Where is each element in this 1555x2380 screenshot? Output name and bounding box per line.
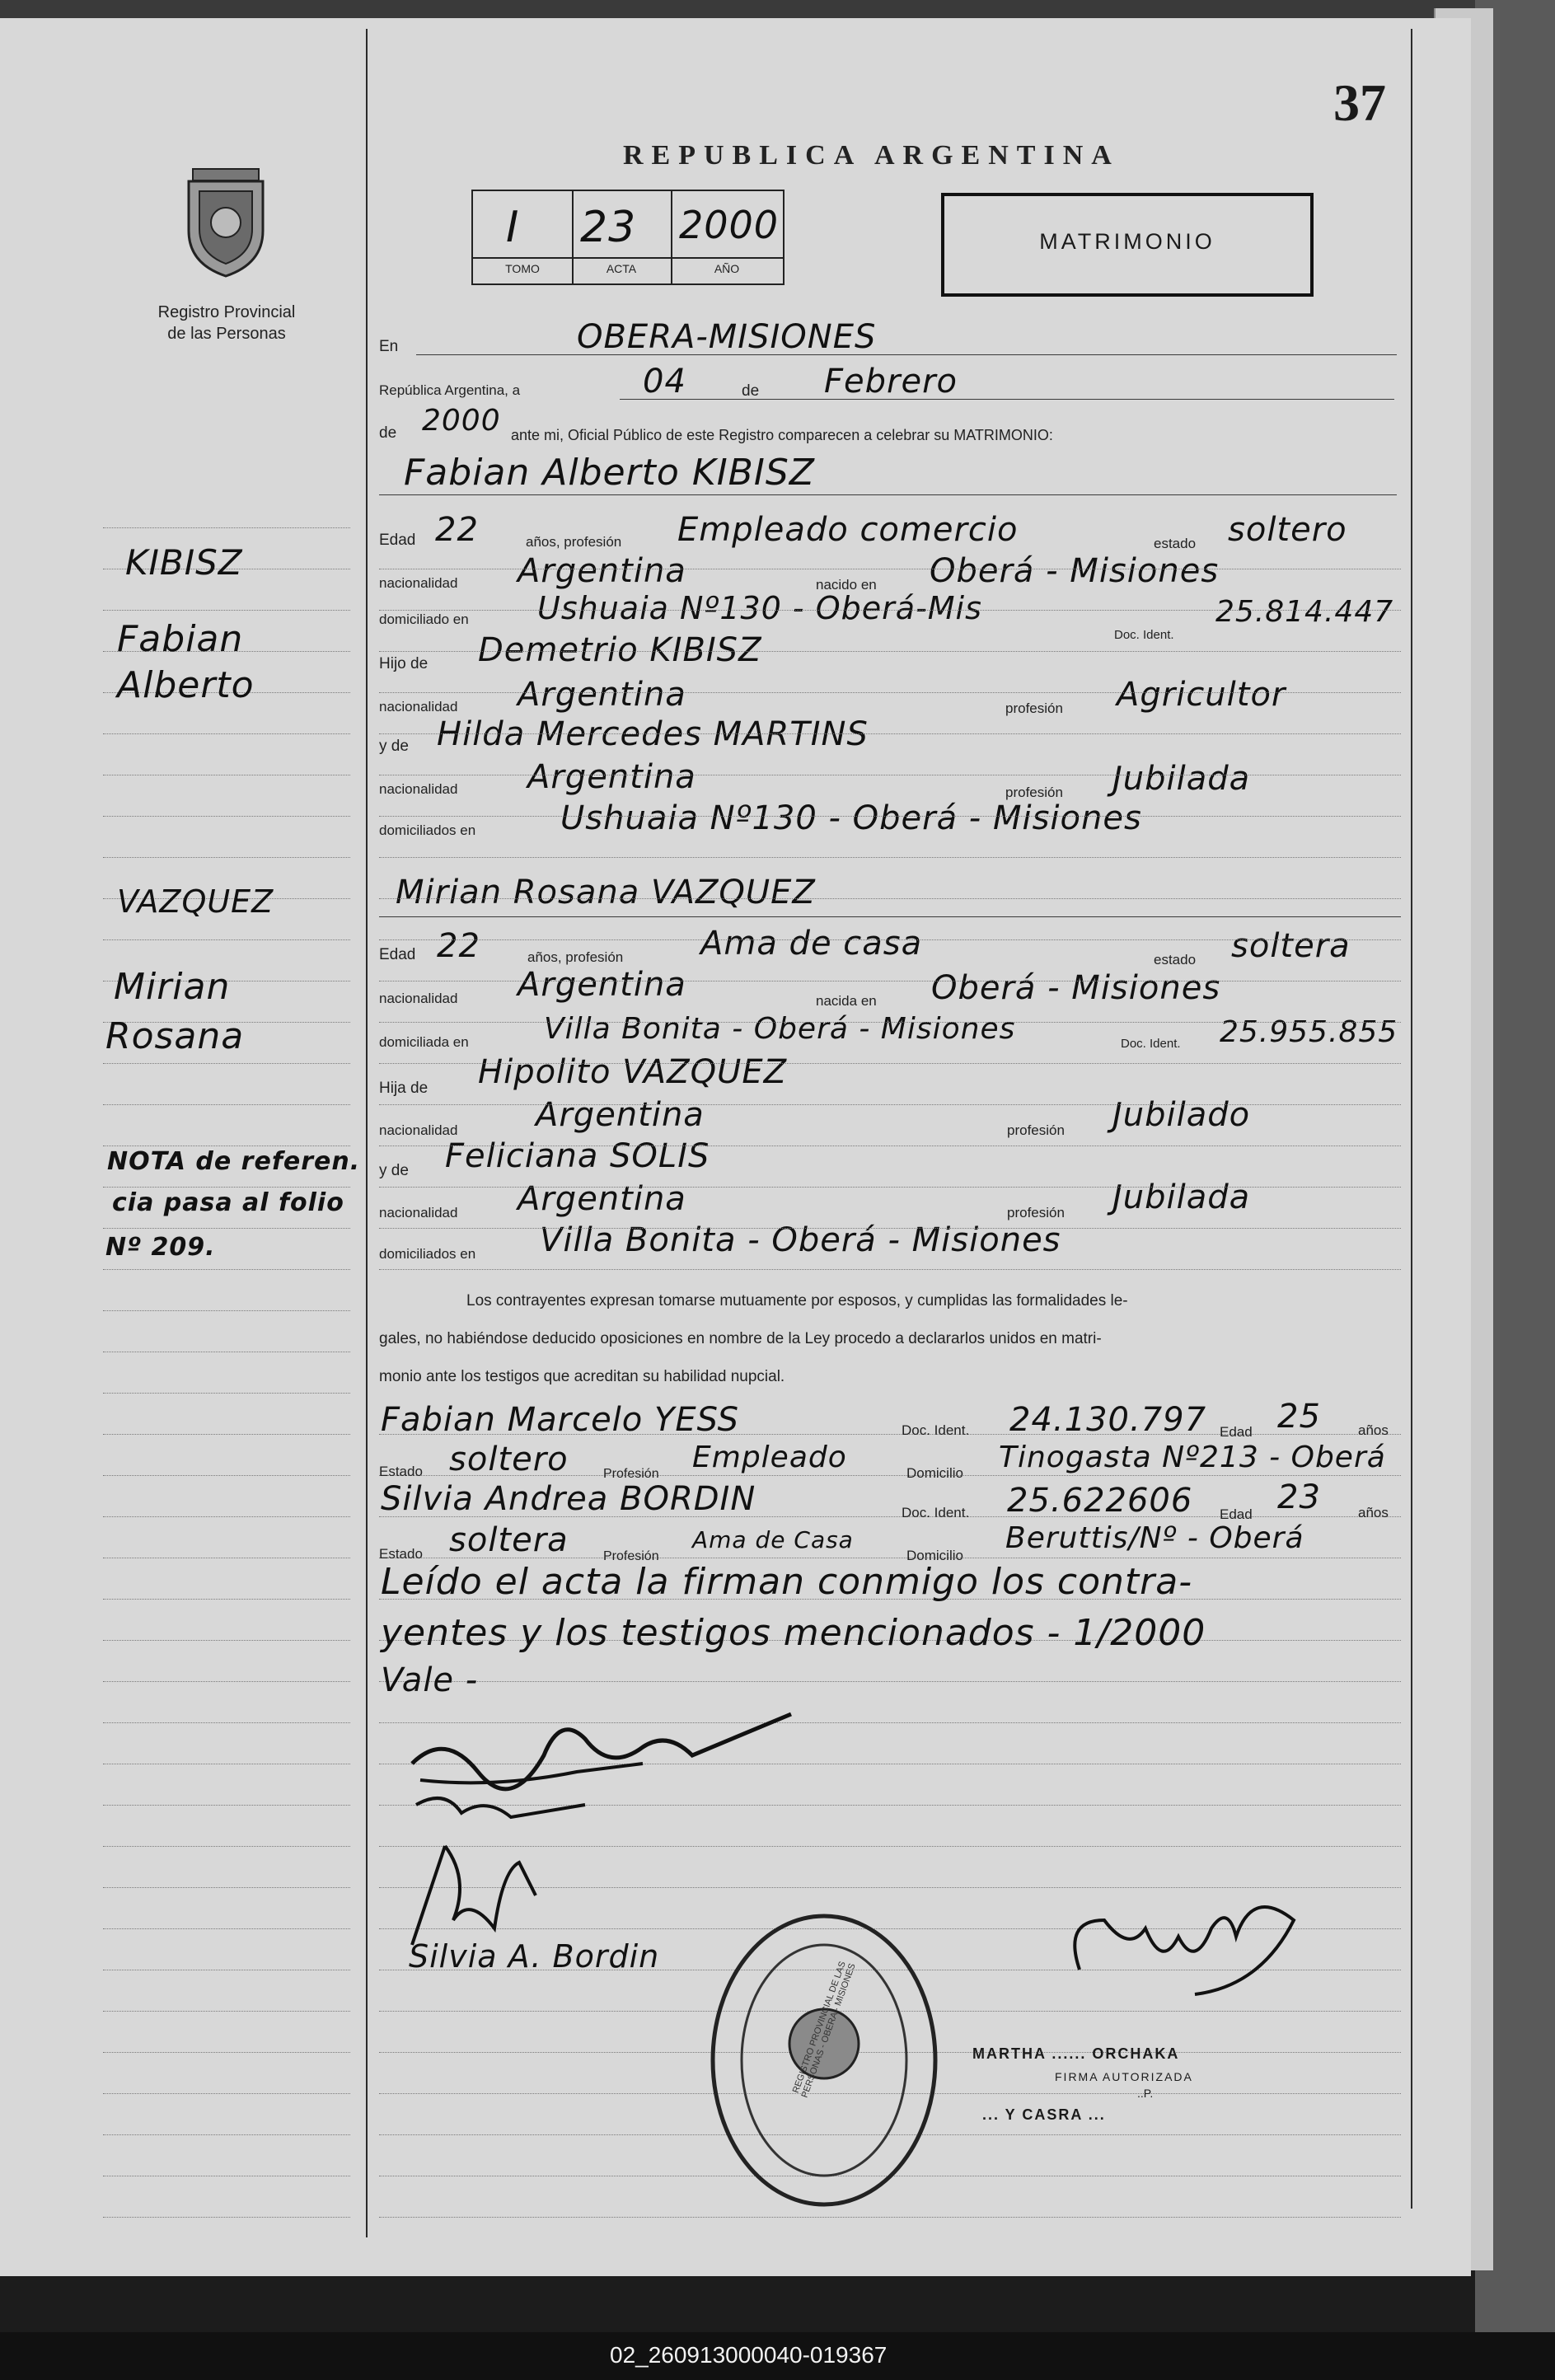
bride-mother: Feliciana SOLIS [445,1137,710,1175]
bride-father-nationality: Argentina [536,1096,705,1134]
place-value: OBERA-MISIONES [577,318,877,356]
form-dotted-line [379,651,1401,652]
groom-name-line [379,494,1397,495]
form-dotted-line [379,1269,1401,1270]
groom-domicilio-label: domiciliado en [379,611,469,627]
country-title: REPUBLICA ARGENTINA [623,140,1120,171]
margin-dotted-line [103,816,350,817]
margin-dotted-line [103,1681,350,1682]
official-signature [1047,1871,1310,2036]
declaration-line-3: monio ante los testigos que acreditan su habilidad nupcial. [379,1368,785,1385]
margin-dotted-line [103,610,350,611]
witness2-estado: soltera [449,1521,569,1559]
witness2-name: Silvia Andrea BORDIN [381,1480,756,1518]
form-dotted-line [379,1063,1401,1064]
witness2-doc: 25.622606 [1007,1482,1193,1520]
form-dotted-line [379,610,1401,611]
date-month: Febrero [824,363,958,401]
margin-note-line-2: cia pasa al folio [112,1188,344,1217]
declaration-line-2: gales, no habiéndose deducido oposiciones en nombre de la Ley procedo a declararlos unidos en matri- [379,1330,1102,1347]
bride-father-label: Hija de [379,1080,429,1097]
groom-profession: Empleado comercio [677,511,1019,549]
witness2-age: 23 [1277,1478,1321,1516]
bride-age: 22 [437,927,480,965]
margin-dotted-line [103,1063,350,1064]
witness2-anios-label: años [1358,1505,1389,1520]
bride-mother-nationality: Argentina [518,1180,686,1218]
margin-dotted-line [103,2134,350,2135]
form-dotted-line [379,1104,1401,1105]
left-margin-rule [366,29,368,2237]
margin-dotted-line [103,527,350,528]
groom-nacionalidad-label: nacionalidad [379,575,458,591]
groom-full-name: Fabian Alberto KIBISZ [404,452,815,494]
margin-bride-surname: VAZQUEZ [117,883,274,920]
witness2-edad-label: Edad [1220,1506,1253,1522]
official-line-4: ... Y CASRA ... [982,2106,1106,2123]
margin-dotted-line [103,1228,350,1229]
witness1-profession: Empleado [692,1441,847,1474]
margin-dotted-line [103,1805,350,1806]
bride-father-prof-label: profesión [1007,1122,1065,1138]
intro-text: ante mi, Oficial Público de este Registro comparecen a celebrar su MATRIMONIO: [511,427,1053,443]
margin-dotted-line [103,857,350,858]
bride-father: Hipolito VAZQUEZ [478,1053,788,1091]
groom-nationality: Argentina [518,552,686,590]
official-line-3: ..P. [1137,2087,1154,2100]
groom-age: 22 [435,511,479,549]
groom-parents-address: Ushuaia Nº130 - Oberá - Misiones [560,799,1142,837]
margin-note-line-3: Nº 209. [105,1233,216,1262]
acta-label: ACTA [606,262,637,275]
margin-dotted-line [103,1599,350,1600]
groom-father-prof-label: profesión [1005,700,1063,716]
margin-dotted-line [103,2093,350,2094]
margin-dotted-line [103,2217,350,2218]
margin-dotted-line [103,1475,350,1476]
registry-logo [176,165,275,280]
bride-doc: 25.955.855 [1220,1015,1398,1049]
groom-edad-label: Edad [379,532,416,549]
witness1-name: Fabian Marcelo YESS [381,1401,740,1439]
form-dotted-line [379,2217,1401,2218]
groom-mother-nat-label: nacionalidad [379,781,458,797]
label-de-year: de [379,424,397,442]
witness1-estado-label: Estado [379,1464,423,1479]
groom-father-nat-label: nacionalidad [379,699,458,714]
anio-value: 2000 [679,203,780,247]
date-day: 04 [643,363,686,401]
label-de-month: de [742,382,760,400]
witness2-estado-label: Estado [379,1546,423,1562]
form-dotted-line [379,857,1401,858]
bride-doc-label: Doc. Ident. [1121,1037,1181,1051]
bride-nationality: Argentina [518,966,686,1004]
groom-birthplace: Oberá - Misiones [930,552,1220,590]
witness2-prof-label: Profesión [603,1549,659,1563]
groom-estado: soltero [1228,511,1347,549]
margin-dotted-line [103,1516,350,1517]
declaration-line-1: Los contrayentes expresan tomarse mutuamente por esposos, y cumplidas las formalidades le- [466,1292,1128,1309]
form-dotted-line [379,1145,1401,1146]
date-year: 2000 [422,404,501,438]
groom-father-profession: Agricultor [1117,676,1286,714]
bride-address: Villa Bonita - Oberá - Misiones [544,1012,1016,1046]
witness2-profession: Ama de Casa [692,1526,854,1553]
groom-mother: Hilda Mercedes MARTINS [437,715,869,753]
margin-groom-names-1: Fabian [117,618,244,660]
margin-dotted-line [103,1640,350,1641]
tomo-value: I [506,203,520,252]
bride-mother-profession: Jubilada [1112,1178,1251,1216]
closing-line-3: Vale - [381,1661,479,1699]
form-dotted-line [379,1228,1401,1229]
witness1-age: 25 [1277,1398,1321,1436]
witness1-prof-label: Profesión [603,1467,659,1481]
witness1-estado: soltero [449,1441,569,1478]
groom-estado-label: estado [1154,536,1197,551]
witness2-signature-name: Silvia A. Bordin [409,1938,660,1975]
witness1-dom-label: Domicilio [906,1465,963,1481]
label-republica: República Argentina, a [379,382,521,398]
bride-mother-nat-label: nacionalidad [379,1205,458,1220]
official-seal [700,1904,948,2217]
witness1-address: Tinogasta Nº213 - Oberá [999,1441,1386,1474]
witness1-edad-label: Edad [1220,1424,1253,1440]
tomo-acta-anio-box [471,190,785,285]
margin-dotted-line [103,1887,350,1888]
form-dotted-line [379,816,1401,817]
form-dotted-line [379,939,1401,940]
witness2-doc-label: Doc. Ident. [902,1505,970,1520]
witness1-anios-label: años [1358,1422,1389,1438]
margin-dotted-line [103,733,350,734]
form-dotted-line [379,898,1401,899]
acta-value: 23 [580,203,637,252]
groom-profesion-label: años, profesión [526,534,622,550]
margin-dotted-line [103,1846,350,1847]
bride-father-profession: Jubilado [1112,1096,1251,1134]
date-line [620,399,1394,400]
bride-profession: Ama de casa [700,925,923,963]
bride-edad-label: Edad [379,946,416,963]
margin-groom-names-2: Alberto [117,664,255,706]
right-margin-rule [1411,29,1412,2209]
margin-bride-names-2: Rosana [105,1015,245,1057]
tomo-label: TOMO [505,262,540,275]
groom-mother-label: y de [379,738,409,755]
anio-label: AÑO [714,262,740,275]
label-en: En [379,338,399,355]
margin-dotted-line [103,1269,350,1270]
groom-mother-nationality: Argentina [527,758,696,796]
margin-dotted-line [103,1145,350,1146]
form-dotted-line [379,733,1401,734]
form-dotted-line [379,1022,1401,1023]
bride-parents-address: Villa Bonita - Oberá - Misiones [540,1221,1061,1259]
groom-doc-label: Doc. Ident. [1114,628,1174,642]
closing-line-2: yentes y los testigos mencionados - 1/2000 [381,1612,1206,1654]
official-title: FIRMA AUTORIZADA [1055,2070,1193,2083]
registry-name: Registro Provincial de las Personas [157,303,296,343]
groom-mother-prof-label: profesión [1005,785,1063,800]
margin-dotted-line [103,2052,350,2053]
bride-birthplace: Oberá - Misiones [931,969,1221,1007]
bride-father-nat-label: nacionalidad [379,1122,458,1138]
witness2-address: Beruttis/Nº - Oberá [1005,1521,1304,1555]
bride-estado-label: estado [1154,952,1197,967]
margin-dotted-line [103,1393,350,1394]
bride-nacida-label: nacida en [816,993,877,1009]
bride-full-name: Mirian Rosana VAZQUEZ [396,874,816,911]
groom-mother-profession: Jubilada [1112,760,1251,798]
document-type: MATRIMONIO [1039,229,1215,254]
margin-dotted-line [103,2011,350,2012]
bride-profesion-label: años, profesión [527,949,624,965]
margin-dotted-line [103,1187,350,1188]
bride-mother-prof-label: profesión [1007,1205,1065,1220]
closing-line-1: Leído el acta la firman conmigo los contra- [381,1561,1193,1603]
witness2-dom-label: Domicilio [906,1548,963,1563]
bride-mother-label: y de [379,1162,409,1179]
scan-id: 02_260913000040-019367 [610,2342,888,2368]
witness1-doc: 24.130.797 [1009,1401,1207,1439]
margin-dotted-line [103,1310,350,1311]
form-dotted-line [379,692,1401,693]
groom-nacido-label: nacido en [816,577,877,593]
margin-dotted-line [103,1104,350,1105]
margin-groom-surname: KIBISZ [125,542,243,583]
margin-note-line-1: NOTA de referen. [107,1147,361,1176]
document-type-box [941,193,1314,297]
margin-bride-names-1: Mirian [114,966,231,1008]
bride-estado: soltera [1231,927,1351,965]
seal-text: REGISTRO PROVINCIAL DE LAS PERSONAS - OBERA - MISIONES [790,1960,858,2100]
margin-dotted-line [103,1928,350,1929]
groom-address: Ushuaia Nº130 - Oberá-Mis [537,590,982,626]
margin-dotted-line [103,939,350,940]
groom-doc: 25.814.447 [1215,595,1394,629]
form-dotted-line [379,1187,1401,1188]
bride-nacionalidad-label: nacionalidad [379,991,458,1006]
bride-name-line [379,916,1401,917]
margin-dotted-line [103,1722,350,1723]
bride-parents-dom-label: domiciliados en [379,1246,476,1262]
groom-parents-dom-label: domiciliados en [379,822,476,838]
bride-domicilio-label: domiciliada en [379,1034,469,1050]
page-number: 37 [1333,73,1386,132]
groom-father: Demetrio KIBISZ [478,631,762,669]
margin-dotted-line [103,1434,350,1435]
groom-father-label: Hijo de [379,655,429,672]
form-dotted-line [379,981,1401,982]
official-name: MARTHA ...... ORCHAKA [972,2045,1180,2062]
groom-father-nationality: Argentina [518,676,686,714]
witness1-doc-label: Doc. Ident. [902,1422,970,1438]
place-line [416,354,1397,355]
